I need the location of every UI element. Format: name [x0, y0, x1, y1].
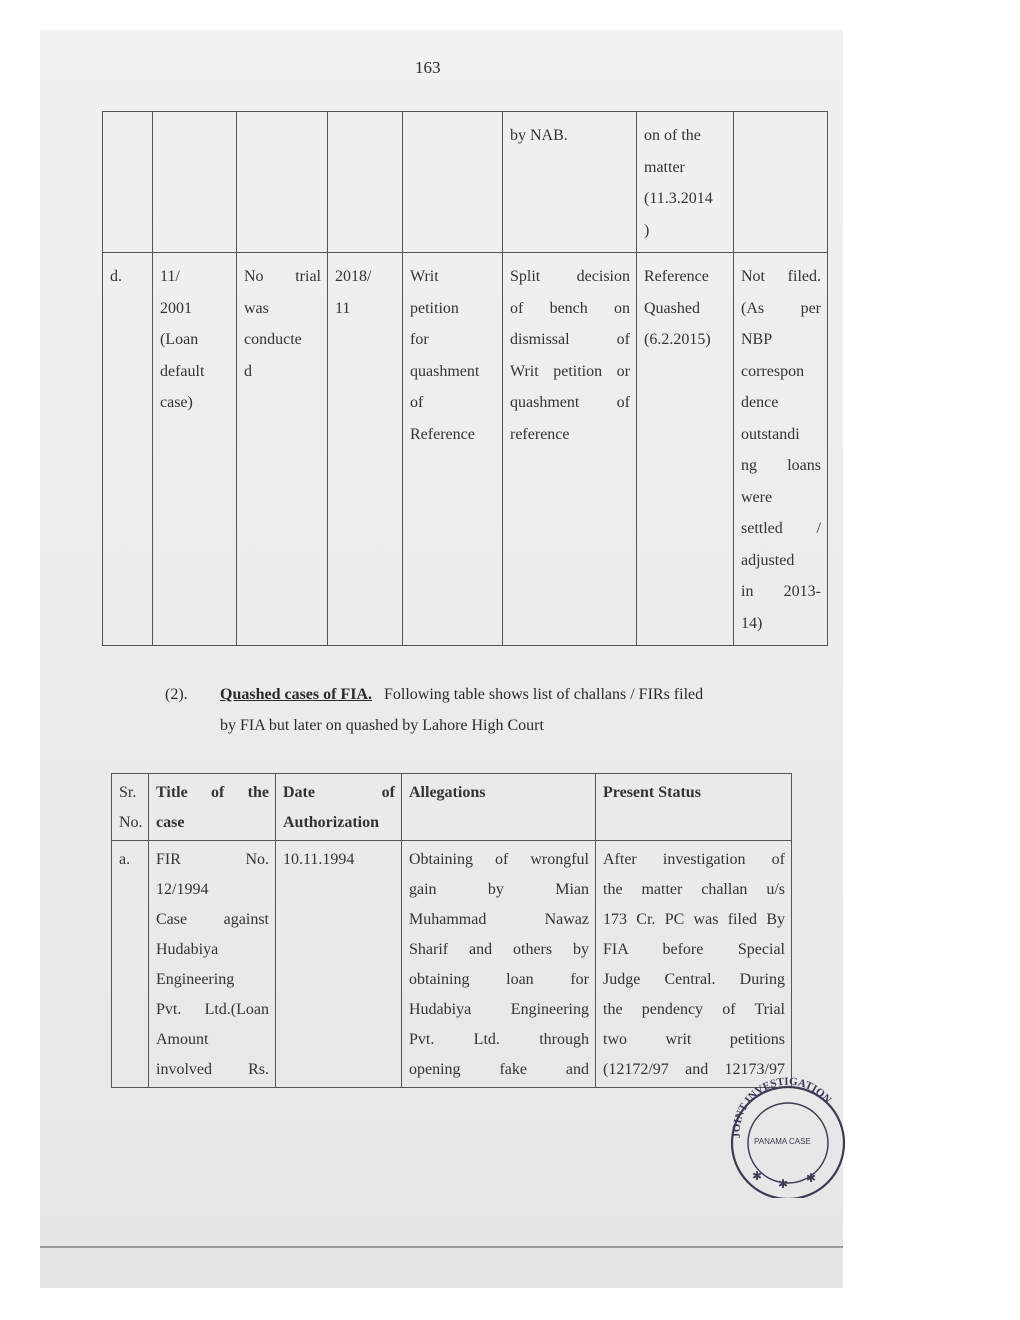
sr-cell: d.	[103, 253, 153, 646]
decision-cell	[503, 253, 637, 646]
remarks-cell	[734, 112, 828, 253]
star-icon: ✱	[806, 1171, 817, 1185]
cell-line: (11.3.2014	[644, 190, 713, 207]
cell-line: Quashed	[644, 299, 700, 317]
cell-line: opening fake and	[409, 1061, 589, 1078]
trial-cell	[237, 253, 328, 646]
cell-line: Split decision	[510, 268, 630, 285]
sr-cell: a.	[112, 841, 149, 1088]
table-row	[112, 841, 792, 1088]
cell-line: of	[410, 394, 424, 411]
cell-line: dismissal of	[510, 331, 630, 348]
cell-line: case)	[160, 394, 193, 411]
cell-line: After investigation of	[603, 851, 785, 868]
cell-line: case	[156, 814, 185, 831]
cell-line: 11	[335, 299, 351, 317]
cell-line: Present Status	[603, 784, 701, 801]
section-heading: Quashed cases of FIA.	[220, 686, 373, 703]
cell-line: quashment of	[510, 394, 630, 411]
status-cell	[637, 112, 734, 253]
header-status	[596, 774, 792, 841]
remarks-cell	[734, 253, 828, 646]
status-cell	[637, 253, 734, 646]
cell-line: 14)	[741, 614, 763, 632]
star-icon: ✱	[778, 1177, 789, 1191]
cell-line: 173 Cr. PC was filed By	[603, 911, 785, 928]
cell-line: involved Rs.	[156, 1061, 269, 1078]
cell-line: Authorization	[283, 814, 379, 831]
cell-line: petition	[410, 299, 459, 317]
proceeding-cell	[403, 253, 503, 646]
cell-line: Allegations	[409, 784, 486, 801]
cell-line: )	[644, 221, 650, 239]
cell-line: Reference	[410, 425, 475, 443]
cell-line: Judge Central. During	[603, 971, 785, 988]
section-text-line2: by FIA but later on quashed by Lahore High Court	[220, 717, 544, 734]
cell-line: on of the	[644, 127, 701, 144]
year-cell	[328, 253, 403, 646]
title-cell	[149, 841, 276, 1088]
cell-line: dence	[741, 394, 779, 411]
cell-line: No.	[119, 814, 143, 831]
cell-line: Amount	[156, 1031, 209, 1048]
cell-line: Reference	[644, 268, 709, 285]
section-quashed-fia	[165, 679, 805, 741]
cell-line: matter	[644, 158, 685, 176]
cell-line: by NAB.	[510, 127, 568, 144]
cell-line: the matter challan u/s	[603, 881, 785, 898]
section-number: (2).	[165, 686, 188, 703]
cell-line: ng loans	[741, 457, 821, 474]
table-header-row	[112, 774, 792, 841]
header-allegations	[402, 774, 596, 841]
cell-line: Not filed.	[741, 268, 821, 285]
cell-line: NBP	[741, 331, 773, 348]
cell-line: the pendency of Trial	[603, 1001, 785, 1018]
header-date	[276, 774, 402, 841]
cell-line: for	[410, 331, 429, 348]
nab-references-table	[102, 111, 828, 646]
star-icon: ✱	[752, 1169, 763, 1183]
section-text-line1: Following table shows list of challans / FIRs filed	[384, 686, 704, 703]
cell-line: Writ	[410, 268, 439, 285]
header-sr	[112, 774, 149, 841]
cell-line: (As per	[741, 299, 821, 317]
cell-line: conducte	[244, 331, 302, 348]
jit-stamp	[718, 1058, 848, 1198]
year-cell	[328, 112, 403, 253]
cell-line: Obtaining of wrongful	[409, 851, 589, 868]
cell-line: Sharif and others by	[409, 941, 589, 958]
cell-line: FIA before Special	[603, 941, 785, 958]
cell-line: Date of	[283, 784, 395, 801]
allegations-cell	[402, 841, 596, 1088]
cell-line: (6.2.2015)	[644, 331, 711, 348]
cell-line: (12172/97 and 12173/97	[603, 1061, 785, 1078]
cell-line: outstandi	[741, 425, 800, 443]
cell-line: No trial	[244, 268, 321, 285]
cell-line: d	[244, 362, 252, 380]
stamp-top-text: JOINT INVESTIGATION	[730, 1075, 834, 1139]
cell-line: 2001	[160, 299, 192, 317]
cell-line: correspon	[741, 362, 805, 380]
cell-line: two writ petitions	[603, 1031, 785, 1048]
cell-line: (Loan	[160, 331, 199, 348]
cell-line: were	[741, 488, 773, 506]
bottom-rule	[40, 1246, 843, 1248]
cell-line: FIR No.	[156, 851, 269, 868]
decision-cell	[503, 112, 637, 253]
fia-quashed-cases-table	[111, 773, 792, 1088]
cell-line: default	[160, 362, 205, 380]
trial-cell	[237, 112, 328, 253]
cell-line: was	[244, 299, 269, 317]
cell-line: Case against	[156, 911, 269, 928]
cell-line: Muhammad Nawaz	[409, 911, 589, 928]
cell-line: 12/1994	[156, 881, 209, 898]
cell-line: 11/	[160, 268, 180, 285]
ref-no-cell	[153, 253, 237, 646]
table-row	[103, 112, 828, 253]
cell-line: settled /	[741, 520, 821, 537]
page-number: 163	[415, 58, 441, 77]
cell-line: Sr.	[119, 784, 137, 801]
cell-line: Writ petition or	[510, 362, 630, 380]
cell-line: adjusted	[741, 551, 795, 569]
status-cell	[596, 841, 792, 1088]
ref-no-cell	[153, 112, 237, 253]
cell-line: Title of the	[156, 784, 269, 801]
cell-line: Pvt. Ltd.(Loan	[156, 1001, 269, 1018]
cell-line: Pvt. Ltd. through	[409, 1031, 589, 1048]
header-title	[149, 774, 276, 841]
cell-line: quashment	[410, 362, 480, 380]
section-paragraph	[220, 679, 805, 741]
svg-text:JOINT INVESTIGATION	[731, 1076, 834, 1139]
cell-line: gain by Mian	[409, 881, 589, 898]
date-cell: 10.11.1994	[276, 841, 402, 1088]
cell-line: 2018/	[335, 268, 372, 285]
stamp-middle-text: PANAMA CASE	[754, 1137, 811, 1146]
cell-line: obtaining loan for	[409, 971, 589, 988]
cell-line: reference	[510, 425, 570, 443]
cell-line: Engineering	[156, 971, 235, 988]
proceeding-cell	[403, 112, 503, 253]
cell-line: in 2013-	[741, 583, 821, 600]
cell-line: Hudabiya	[156, 941, 219, 958]
cell-line: of bench on	[510, 299, 630, 317]
sr-cell	[103, 112, 153, 253]
table-row	[103, 253, 828, 646]
cell-line: Hudabiya Engineering	[409, 1001, 589, 1018]
